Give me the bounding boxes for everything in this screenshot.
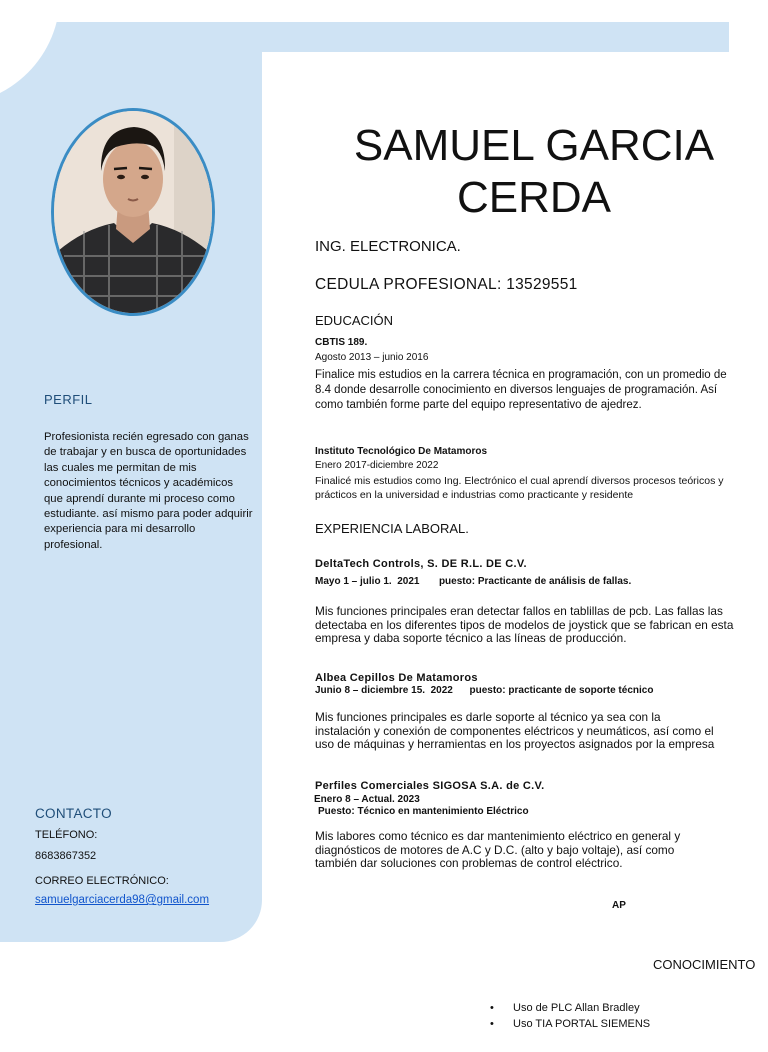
experience-company: DeltaTech Controls, S. DE R.L. DE C.V. [315,558,527,570]
education-dates: Enero 2017-diciembre 2022 [315,460,439,471]
contacto-heading: CONTACTO [35,806,112,821]
experience-description: Mis funciones principales eran detectar fallos en tablillas de pcb. Las fallas las detectaba en los diferentes tipos de modelos de joystick que se fabrican en esta empresa y daba soporte técnico a las líneas de producción. [315,604,734,645]
email-label: CORREO ELECTRÓNICO: [35,875,169,887]
cropped-heading-fragment: AP [612,900,626,911]
profile-photo [51,108,215,316]
experience-dates-role: Mayo 1 – julio 1. 2021 puesto: Practicante de análisis de fallas. [315,576,632,587]
experience-description: Mis funciones principales es darle soporte al técnico ya sea con la instalación y conexión de componentes eléctricos y neumáticos, así como el uso de máquinas y herramientas en los proyectos asignados por la empresa [315,710,715,751]
cedula-profesional: CEDULA PROFESIONAL: 13529551 [315,276,578,293]
education-description: Finalice mis estudios en la carrera técnica en programación, con un promedio de 8.4 donde desarrolle conocimiento en diversos lenguajes de programación. Así como también forme parte del equipo representativo de ajedrez. [315,369,727,411]
experience-description: Mis labores como técnico es dar mantenimiento eléctrico en general y diagnósticos de motores de A.C y D.C. (alto y bajo voltaje), así como también dar soluciones con problemas de control eléctrico. [315,829,681,870]
education-heading: EDUCACIÓN [315,313,394,328]
perfil-text: Profesionista recién egresado con ganas de trabajar y en busca de oportunidades las cuales me permitan de mis conocimientos técnicos y académicos que aprendí durante mi proceso como estudiante. así mismo para poder adquirir experiencia para mi desarrollo profesional. [44,431,253,551]
education-school: CBTIS 189. [315,337,368,348]
experience-company: Albea Cepillos De Matamoros [315,672,478,684]
candidate-name: SAMUEL GARCIA CERDA [353,121,715,222]
conocimientos-heading: CONOCIMIENTO [653,957,756,972]
experience-heading: EXPERIENCIA LABORAL. [315,521,469,536]
education-school: Instituto Tecnológico De Matamoros [315,446,488,457]
list-item: • Uso TIA PORTAL SIEMENS [490,1018,650,1034]
education-dates: Agosto 2013 – junio 2016 [315,352,429,363]
degree-title: ING. ELECTRONICA. [315,238,461,255]
phone-number: 8683867352 [35,850,97,862]
experience-role: Puesto: Técnico en mantenimiento Eléctrico [318,806,529,817]
education-description: Finalicé mis estudios como Ing. Electrónico el cual aprendí diversos procesos teóricos y prácticos en la universidad e industrias como practicante y residente [315,475,724,501]
perfil-heading: PERFIL [44,392,93,407]
experience-dates: Enero 8 – Actual. 2023 [314,794,420,805]
email-link[interactable]: samuelgarciacerda98@gmail.com [35,894,210,906]
experience-dates-role: Junio 8 – diciembre 15. 2022 puesto: practicante de soporte técnico [315,685,654,696]
phone-label: TELÉFONO: [35,829,98,841]
skills-list [490,1002,650,1034]
experience-company: Perfiles Comerciales SIGOSA S.A. de C.V. [315,780,545,792]
list-item: • Uso de PLC Allan Bradley [490,1002,650,1018]
